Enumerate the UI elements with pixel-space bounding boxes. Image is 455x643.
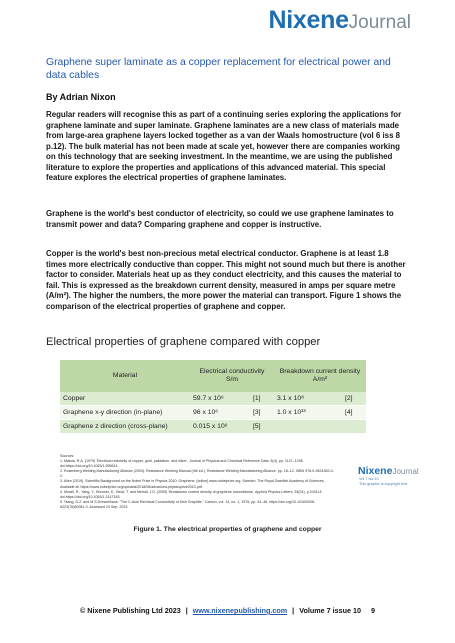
figure-caption: Figure 1. The electrical properties of graphene and copper <box>133 526 322 533</box>
source-item: 4. Murali, R., Yang, Y., Brenner, K., Beck, T. and Meindl, J.D. (2009) 'Breakdown current density of graphene nanoribbons', Applied Physics Letters, 94(24), p.243114. doi:https://doi.org/10.1063/1.3147183. <box>60 489 323 499</box>
cell-breakdown: 1.0 x 10¹³ <box>274 406 342 420</box>
header-breakdown: Breakdown current density A/m² <box>274 360 366 392</box>
cell-breakdown: 3.1 x 10⁸ <box>274 392 342 406</box>
table-row <box>60 392 366 406</box>
cell-material: Graphene x-y direction (in-plane) <box>60 406 190 420</box>
page-footer: © Nixene Publishing Ltd 2023 | www.nixenepublishing.com | Volume 7 issue 10 9 <box>80 606 375 615</box>
cell-conductivity: 96 x 10⁶ <box>190 406 250 420</box>
footer-url-link[interactable]: www.nixenepublishing.com <box>192 606 288 615</box>
cell-conductivity-ref: [5] <box>250 420 274 434</box>
footer-copyright: © Nixene Publishing Ltd 2023 <box>80 606 181 615</box>
logo-brand: Nixene <box>268 6 349 34</box>
cell-breakdown <box>274 420 342 434</box>
header-conductivity: Electrical conductivity S/m <box>190 360 274 392</box>
sources-label: Sources: <box>60 454 75 458</box>
cell-breakdown-ref: [4] <box>342 406 366 420</box>
cell-conductivity: 59.7 x 10⁶ <box>190 392 250 406</box>
figure-volume: Vol 7 Iss 10 <box>359 477 379 481</box>
journal-logo <box>268 8 411 33</box>
properties-table <box>60 360 366 434</box>
cell-breakdown-ref: [2] <box>342 392 366 406</box>
figure-copyright-note: This graphic is copyright free <box>359 482 408 487</box>
figure-logo <box>358 462 419 478</box>
source-item: 1. Matula, R.A. (1979) 'Electrical resistivity of copper, gold, palladium, and silver', Journal of Physical and Chemical Reference Data, 8(4), pp. 1147–1298. doi:https://doi.org/10.1063/1.555614. <box>60 459 304 469</box>
cell-breakdown-ref <box>342 420 366 434</box>
cell-material: Copper <box>60 392 190 406</box>
table-row <box>60 420 366 434</box>
paragraph-intro: Regular readers will recognise this as part of a continuing series exploring the applications for graphene laminate and super laminate. Graphene laminates are a new class of materials made from large-area graphene layers locked together as a van der Waals homostructure (vol 6 iss 8 p.12). The bulk material has not been made at scale yet, however there are companies working on this technology that are seeking investment. In the meantime, we are using the published literature to explore the properties and applications of this advanced material. This special feature explores the electrical properties of graphene laminates. <box>46 110 402 182</box>
source-item: 2. Rosenberg Welding Manufacturing Alliance (2003). Resistance Welding Manual (4th ed.). Resistance Welding Manufacturing Alliance. pp. 18–12. ISBN 978-0-9624382-0-2. <box>60 469 334 479</box>
cell-conductivity-ref: [3] <box>250 406 274 420</box>
paragraph-question: Graphene is the world's best conductor of electricity, so could we use graphene laminates to transmit power and data? Comparing graphene and copper is instructive. <box>46 209 394 229</box>
footer-volume: Volume 7 issue 10 <box>299 606 361 615</box>
paragraph-copper: Copper is the world's best non-precious metal electrical conductor. Graphene is at least 1.8 times more electrically conductive than copper. This might not sound much but there is another factor to consider. Materials heat up as they conduct electricity, and this causes the material to fail. This is expressed as the breakdown current density, measured in amps per square metre (A/m²). The higher the numbers, the more power the material can transport. Figure 1 shows the comparison of the electrical properties of graphene and copper. <box>46 249 406 311</box>
figure-logo-brand: Nixene <box>358 465 393 477</box>
figure-logo-journal: Journal <box>392 467 419 476</box>
table-header-row <box>60 360 366 392</box>
cell-conductivity: 0.015 x 10⁶ <box>190 420 250 434</box>
figure-title: Electrical properties of graphene compared with copper <box>46 336 321 348</box>
source-item: 5. Tsang, D.Z. and M.S.Dresselhaus. "The C-Axis Electrical Conductivity of Kish Graphite." Carbon, vol. 14, no. 1, 1976, pp. 43–46, https://doi.org/10.1016/0008-6223(76)90081-3. Accessed 24 Sep. 2023. <box>60 499 316 509</box>
header-material: Material <box>60 360 190 392</box>
page-number: 9 <box>370 606 375 615</box>
figure-meta <box>359 477 429 487</box>
logo-journal: Journal <box>348 12 411 33</box>
cell-conductivity-ref: [1] <box>250 392 274 406</box>
article-title: Graphene super laminate as a copper replacement for electrical power and data cables <box>46 57 391 81</box>
cell-material: Graphene z direction (cross-plane) <box>60 420 190 434</box>
table-row <box>60 406 366 420</box>
source-item: 3. Allen (2019). Scientific Background on the Nobel Prize in Physics 2010: Graphene. [online] www.nobelprize.org. Sweden: The Royal Swedish Academy of Sciences. Available at: https://www.nobelprize.org/uploads/2018/06/advanced-physicsprize2010.pdf. <box>60 479 325 489</box>
byline: By Adrian Nixon <box>46 92 116 102</box>
sources-list <box>60 454 335 510</box>
